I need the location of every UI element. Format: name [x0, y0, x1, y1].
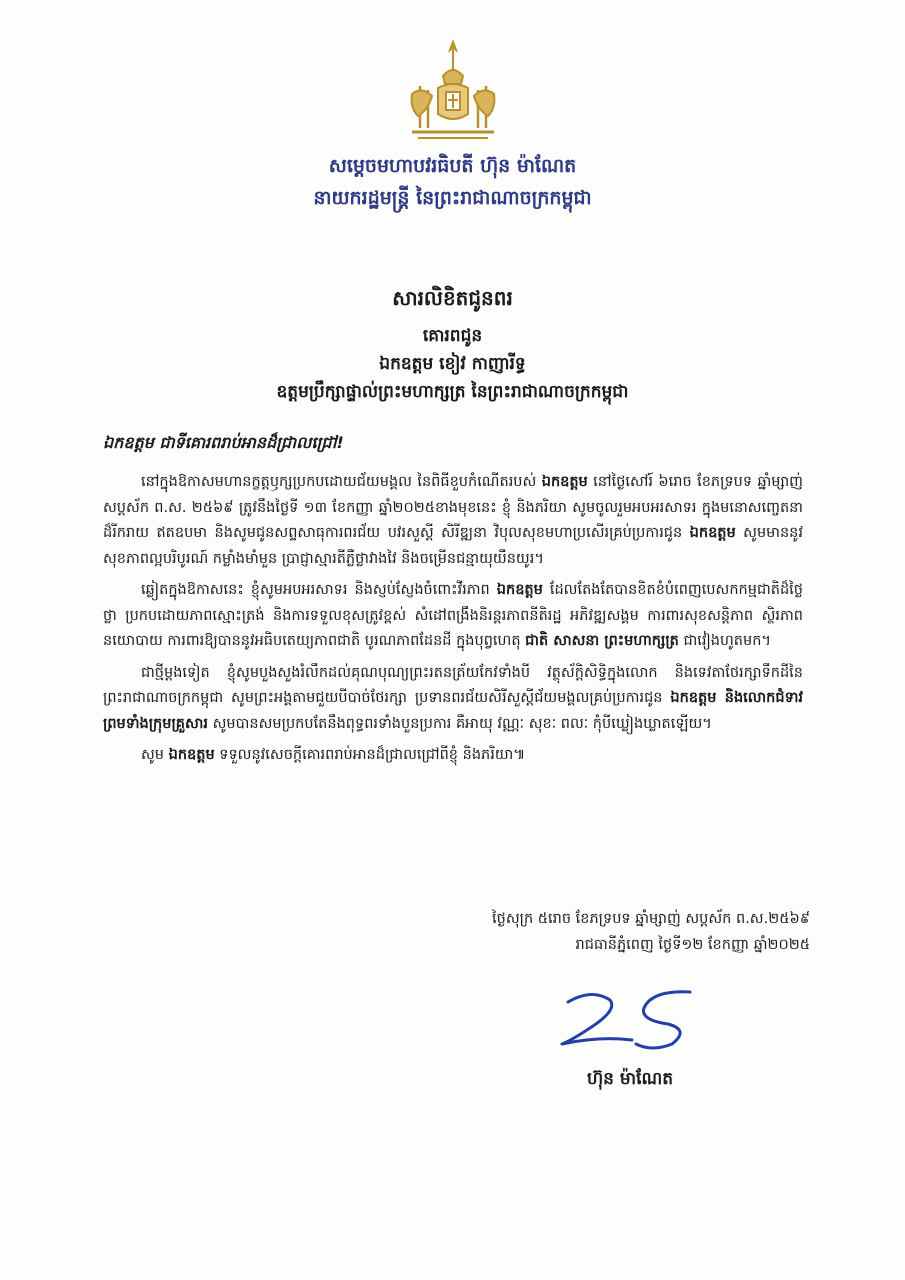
emphasis: ឯកឧត្តម [689, 525, 736, 541]
text: ទទួលនូវសេចក្តីគោរពរាប់អានដ៏ជ្រាលជ្រៅពីខ្ញុំ និងភរិយា៕ [214, 747, 526, 763]
paragraph-3 [103, 661, 803, 738]
emphasis: ឯកឧត្តម [541, 474, 588, 490]
royal-arms-of-cambodia-emblem [398, 36, 508, 146]
emphasis: ឯកឧត្តម និងលោកជំទាវ ព្រមទាំងក្រុមគ្រួសារ [103, 690, 803, 732]
sender-name: សម្ដេចមហាបវរធិបតី ហ៊ុន ម៉ាណែត [328, 155, 577, 177]
handwritten-signature [540, 984, 720, 1054]
text: ជាថ្មីម្តងទៀត ខ្ញុំសូមបួងសួងរំលឹកដល់គុណបុណ្យព្រះរតនត្រ័យកែវទាំងបី វត្ថុស័ក្តិសិទ្ធិក្នុងលោក និងទេវតាថែរក្សាទឹកដីនៃព្រះរាជាណាចក្រកម្ពុជា សូមព្រះអង្គតាមជួយបីបាច់ថែរក្សា ប្រទានពរជ័យសិរីសួស្តីជ័យមង្គលគ្រប់ប្រការជូន [103, 664, 803, 706]
paragraph-1 [103, 470, 803, 572]
emphasis: ជាតិ សាសនា ព្រះមហាក្សត្រ [525, 633, 679, 649]
paragraph-2 [103, 578, 803, 655]
letter-title: សារលិខិតជូនពរ [392, 286, 513, 310]
text: ដែលតែងតែបានខិតខំបំពេញបេសកកម្មជាតិដ៏ថ្លៃថ្លា ប្រកបដោយភាពស្មោះត្រង់ និងការទទួលខុសត្រូវខ្ពស់ សំដៅពង្រឹងនិរន្តរភាពនីតិរដ្ឋ អភិវឌ្ឍសង្គម ការពារសុខសន្តិភាព ស្ថិរភាពនយោបាយ ការពារឱ្យបាននូវអធិបតេយ្យភាពជាតិ បូរណភាពដែនដី ក្នុងបុព្វហេតុ [103, 582, 803, 649]
emphasis: ឯកឧត្តម [168, 747, 215, 763]
salutation: ឯកឧត្តម ជាទីគោរពរាប់អានដ៏ជ្រាលជ្រៅ! [103, 433, 344, 452]
paragraph-4 [103, 743, 803, 769]
date-block [380, 906, 810, 958]
recipient-title: ឧត្តមប្រឹក្សាផ្ទាល់ព្រះមហាក្សត្រ នៃព្រះរាជាណាចក្រកម្ពុជា [276, 382, 629, 402]
recipient-block [0, 322, 905, 406]
text: សូមបានសមប្រកបតែនឹងពុទ្ធពរទាំងបួនប្រការ គឺអាយុ វណ្ណៈ សុខៈ ពលៈ កុំបីឃ្លៀងឃ្លាតឡើយ។ [208, 715, 712, 732]
sender-header [0, 150, 905, 214]
place-and-date: រាជធានីភ្នំពេញ ថ្ងៃទី១២ ខែកញ្ញា ឆ្នាំ២០២៥ [575, 937, 810, 953]
sender-position: នាយករដ្ឋមន្ត្រី នៃព្រះរាជាណាចក្រកម្ពុជា [313, 187, 592, 209]
recipient-greeting: គោរពជូន [422, 326, 483, 346]
letter-body [103, 470, 803, 775]
recipient-name: ឯកឧត្ដម ខៀវ កាញារីទ្ធ [379, 354, 526, 374]
text: នៅក្នុងឱកាសមហានក្ខត្តឫក្សប្រកបដោយជ័យមង្គល នៃពិធីខួបកំណើតរបស់ [141, 474, 542, 490]
text: ឆ្លៀតក្នុងឱកាសនេះ ខ្ញុំសូមអបអរសាទរ និងស្ញប់ស្ញែងចំពោះវីរភាព [141, 582, 497, 598]
emphasis: ឯកឧត្តម [496, 582, 543, 598]
text: ជាវៀងហូតមក។ [678, 633, 771, 649]
text: សូម [141, 747, 169, 763]
signer-name: ហ៊ុន ម៉ាណែត [586, 1069, 674, 1089]
text: សូមមាននូវសុខភាពល្អបរិបូរណ៍ កម្លាំងមាំមួន ប្រាជ្ញាស្មារតីភ្លឺថ្លាវាងវៃ និងចម្រើនជន្មាយុយឺនយូរ។ [103, 525, 803, 567]
lunar-date: ថ្ងៃសុក្រ ៥រោច ខែភទ្របទ ឆ្នាំម្សាញ់ សប្តស័ក ព.ស.២៥៦៩ [492, 911, 810, 927]
text: នៅថ្ងៃសៅរ៍ ៦រោច ខែភទ្របទ ឆ្នាំម្សាញ់ សប្តស័ក ព.ស. ២៥៦៩ ត្រូវនឹងថ្ងៃទី ១៣ ខែកញ្ញា ឆ្នាំ២០២៥ខាងមុខនេះ ខ្ញុំ និងភរិយា សូមចូលរួមអបអរសាទរ ក្នុងមនោសញ្ចេតនាដ៏រីករាយ ឥតឧបមា និងសូមជូនសព្ទសាធុការពរជ័យ បវរសួស្តី សិរីឌ្ឍនា វិបុលសុខមហាប្រសើរគ្រប់ប្រការជូន [103, 474, 803, 541]
